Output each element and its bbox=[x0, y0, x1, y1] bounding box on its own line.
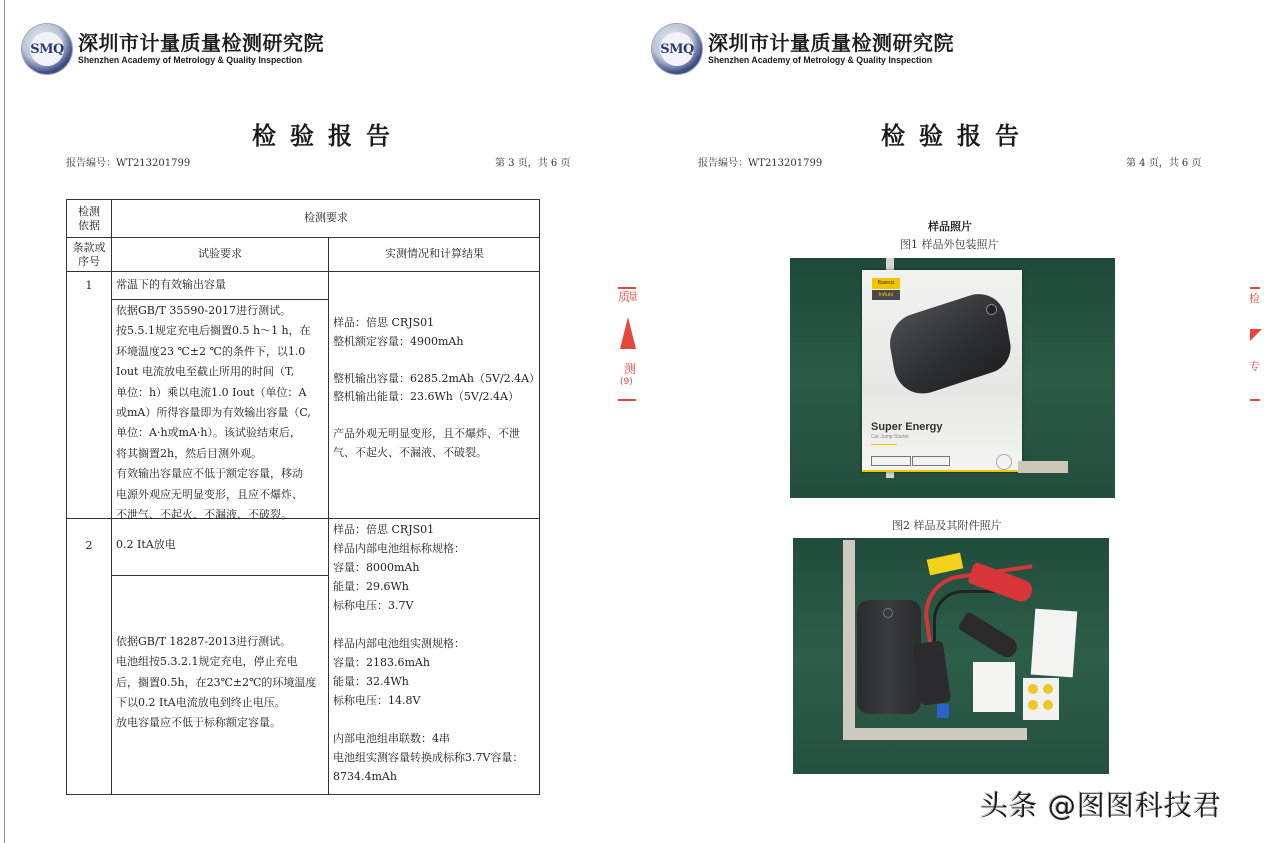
org-name-en: Shenzhen Academy of Metrology & Quality Inspection bbox=[708, 54, 933, 66]
page-title: 检验报告 bbox=[252, 122, 404, 150]
org-name-en: Shenzhen Academy of Metrology & Quality Inspection bbox=[78, 54, 303, 66]
page-title: 检验报告 bbox=[881, 122, 1033, 150]
ruler-vertical bbox=[843, 540, 855, 732]
report-number: 报告编号：WT213201799 bbox=[698, 158, 823, 169]
header-requirements: 检测要求 bbox=[304, 211, 348, 225]
row-item-title: 0.2 ItA放电 bbox=[116, 538, 176, 551]
header-clause: 条款或 序号 bbox=[72, 240, 106, 268]
smq-badge-icon: SMQ bbox=[652, 24, 702, 74]
section-title: 样品照片 bbox=[928, 220, 972, 233]
org-name-cn: 深圳市计量质量检测研究院 bbox=[78, 30, 324, 55]
org-logo bbox=[652, 24, 954, 74]
ruler-horizontal bbox=[843, 728, 1027, 740]
row-result: 样品：倍思 CRJS01 样品内部电池组标称规格： 容量：8000mAh 能量：29.6Wh 标称电压：3.7V 样品内部电池组实测规格： 容量：2183.6mAh 能量：32.4Wh 标称电压：14.8V 内部电池组串联数：4串 电池组实测容量转换成标称3.7V容量： 8734.4mAh bbox=[333, 523, 524, 783]
row-index: 1 bbox=[85, 279, 93, 292]
report-number: 报告编号：WT213201799 bbox=[66, 158, 191, 169]
yellow-tag bbox=[927, 553, 964, 576]
watermark: 头条 @图图科技君 bbox=[980, 789, 1222, 822]
row-index: 2 bbox=[85, 539, 93, 552]
figure-2-accessories-photo bbox=[793, 538, 1109, 774]
header-basis: 检测 依据 bbox=[78, 204, 100, 232]
org-logo bbox=[22, 24, 324, 74]
sticker-sheet bbox=[1023, 678, 1059, 720]
header-test-requirement: 试验要求 bbox=[198, 247, 242, 261]
row-item-title: 常温下的有效输出容量 bbox=[116, 278, 226, 291]
warranty-card bbox=[1031, 609, 1078, 678]
org-name-cn: 深圳市计量质量检测研究院 bbox=[708, 30, 954, 55]
inspection-seal-fragment-right: 检 专 bbox=[1248, 285, 1264, 410]
row-result: 样品：倍思 CRJS01 整机额定容量：4900mAh 整机输出容量：6285.2mAh（5V/2.4A） 整机输出能量：23.6Wh（5V/2.4A） 产品外观无明显变形，且不爆炸、不泄 气、不起火、不漏液、不破裂。 bbox=[333, 316, 541, 459]
row-requirement: 依据GB/T 35590-2017进行测试。 按5.5.1规定充电后搁置0.5 h～1 h，在 环境温度23 ℃±2 ℃的条件下，以1.0 Iout 电流放电至截止所用的时间（T, 单位：h）乘以电流1.0 Iout（单位：A 或mA）所得容量即为有效输出容量（C, 单位：A·h或mA·h）。该试验结束后， 将其搁置2h，然后目测外观。 有效输出容量应不低于额定容量，移动 电源外观应无明显变形，且应不爆炸、 不泄气、不起火、不漏液、不破裂。 bbox=[116, 304, 311, 522]
header-results: 实测情况和计算结果 bbox=[385, 247, 484, 261]
inspection-seal-fragment-left: 质 量 测 (9) bbox=[614, 285, 638, 410]
report-page-3 bbox=[0, 0, 620, 843]
figure-2-caption: 图2 样品及其附件照片 bbox=[892, 519, 1002, 532]
figure-1-packaging-photo: Baseus InAuto Super Energy Car Jump Starter bbox=[790, 258, 1115, 498]
report-page-4 bbox=[640, 0, 1269, 843]
test-requirements-table bbox=[66, 199, 540, 795]
page-number: 第 3 页，共 6 页 bbox=[495, 158, 571, 169]
row-requirement: 依据GB/T 18287-2013进行测试。 电池组按5.3.2.1规定充电，停止充电 后，搁置0.5h，在23℃±2℃的环境温度 下以0.2 ItA电流放电到终止电压。 放电容量应不低于标称额定容量。 bbox=[116, 635, 317, 730]
page-number: 第 4 页，共 6 页 bbox=[1126, 158, 1202, 169]
power-bank-device bbox=[857, 600, 921, 714]
figure-1-caption: 图1 样品外包装照片 bbox=[900, 238, 999, 251]
smq-badge-icon: SMQ bbox=[22, 24, 72, 74]
manual-card bbox=[973, 662, 1015, 712]
power-bank-image bbox=[886, 286, 1014, 403]
